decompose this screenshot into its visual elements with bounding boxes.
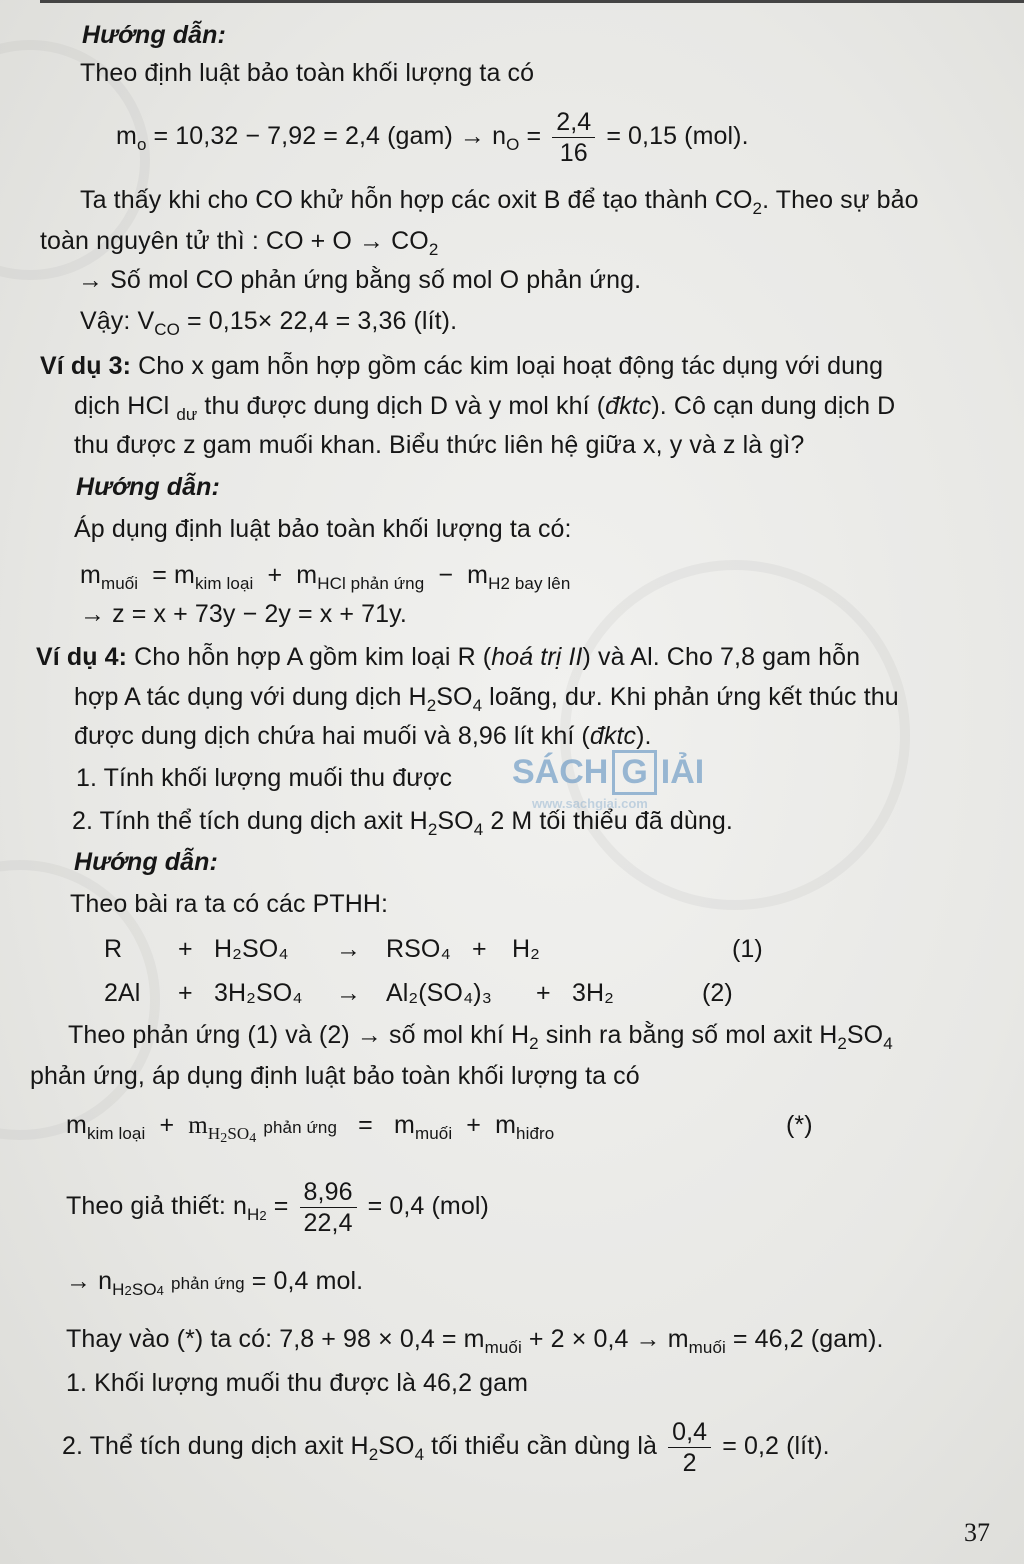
text-line: Ta thấy khi cho CO khử hỗn hợp các oxit B để tạo thành $CO_2$. Theo sự bảo xyxy=(80,186,919,218)
top-rule xyxy=(40,0,1024,3)
page-number: 37 xyxy=(964,1518,990,1547)
equation-mo: $m_o = 10,32 - 7,92 = 2,4$ $(gam) \to n_O$ = $\frac{2,4}{16}$ = 0,15 (mol). xyxy=(116,107,749,167)
example3-line: Ví dụ 3: Cho x gam hỗn hợp gồm các kim loại hoạt động tác dụng với dung xyxy=(40,352,884,380)
equation-result: → z = x + 73y − 2y = x + 71y. xyxy=(80,600,407,628)
watermark-url: www.sachgiai.com xyxy=(532,796,648,811)
guide-heading: Hướng dẫn: xyxy=(74,848,218,876)
answer-1: 1. Khối lượng muối thu được là 46,2 gam xyxy=(66,1369,529,1397)
watermark-logo: SÁCH G IẢI xyxy=(512,750,704,795)
fraction: $\frac{8,96}{22,4}$ xyxy=(300,1177,357,1238)
text-line: toàn nguyên tử thì : CO + $O \to CO_2$ xyxy=(40,227,439,259)
example4-line: được dung dịch chứa hai muối và 8,96 lít khí (đktc). xyxy=(74,722,652,750)
example3-line: thu được z gam muối khan. Biểu thức liên hệ giữa x, y và z là gì? xyxy=(74,431,805,459)
text-line: Theo bài ra ta có các PTHH: xyxy=(70,890,389,918)
text-line: Vậy: $V_{CO} = 0,15\times 22,4 = 3,36$ (lít). xyxy=(80,307,458,339)
example3-line: dịch HCl $_{dư}$ thu được dung dịch D và y mol khí (đktc). Cô cạn dung dịch D xyxy=(74,392,896,424)
equation-star: $m_{kim loại} + m_{H_2SO_4}$ phản ứng = $m_{muối} + m_{hiđro}$ (*) xyxy=(66,1111,813,1146)
text-line: phản ứng, áp dụng định luật bảo toàn khối lượng ta có xyxy=(30,1062,640,1090)
equation-substitution: Thay vào (*) ta có: $7,8 + 98 \times 0,4 = m_{muối} + 2 \times 0,4 \to m_{muối} = 46,2$ (gam). xyxy=(66,1325,884,1357)
equation-nh2so4: → $n_{H2SO4}$ phản ứng = 0,4 mol. xyxy=(66,1267,364,1299)
text-line: Áp dụng định luật bảo toàn khối lượng ta có: xyxy=(74,515,572,543)
equation-nh2: Theo giả thiết: $n_{H2}$ = $\frac{8,96}{22,4}$ = 0,4 (mol) xyxy=(66,1177,489,1237)
answer-2: 2. Thể tích dung dịch axit $H_2SO_4$ tối thiểu cần dùng là $\frac{0,4}{2}$ = 0,2 (lít). xyxy=(62,1417,830,1477)
reaction-1: R + H₂SO₄ → RSO₄ + H₂ (1) xyxy=(104,935,763,963)
equation-mass-balance: $m_{muối} = m_{kim loại} + m_{HCl phản ứng} - m_{H2 bay lên}$ xyxy=(80,561,571,593)
fraction: $\frac{0,4}{2}$ xyxy=(668,1417,711,1478)
text-line: Theo định luật bảo toàn khối lượng ta có xyxy=(80,59,535,87)
text-line: Theo phản ứng (1) và (2) → số mol khí $H_2$ sinh ra bằng số mol axit $H_2SO_4$ xyxy=(68,1021,893,1053)
example4-line: hợp A tác dụng với dung dịch $H_2SO_4$ loãng, dư. Khi phản ứng kết thúc thu xyxy=(74,683,899,715)
reaction-2: 2Al + 3H₂SO₄ → Al₂(SO₄)₃ + 3H₂ (2) xyxy=(104,979,733,1007)
question-2: 2. Tính thể tích dung dịch axit $H_2SO_4$ 2 M tối thiểu đã dùng. xyxy=(72,807,733,839)
text-line: → Số mol CO phản ứng bằng số mol O phản ứng. xyxy=(78,266,642,294)
fraction: $\frac{2,4}{16}$ xyxy=(552,107,595,168)
example4-line: Ví dụ 4: Cho hỗn hợp A gồm kim loại R (hoá trị II) và Al. Cho 7,8 gam hỗn xyxy=(36,643,861,671)
question-1: 1. Tính khối lượng muối thu được xyxy=(76,764,453,792)
guide-heading: Hướng dẫn: xyxy=(82,21,226,49)
guide-heading: Hướng dẫn: xyxy=(76,473,220,501)
